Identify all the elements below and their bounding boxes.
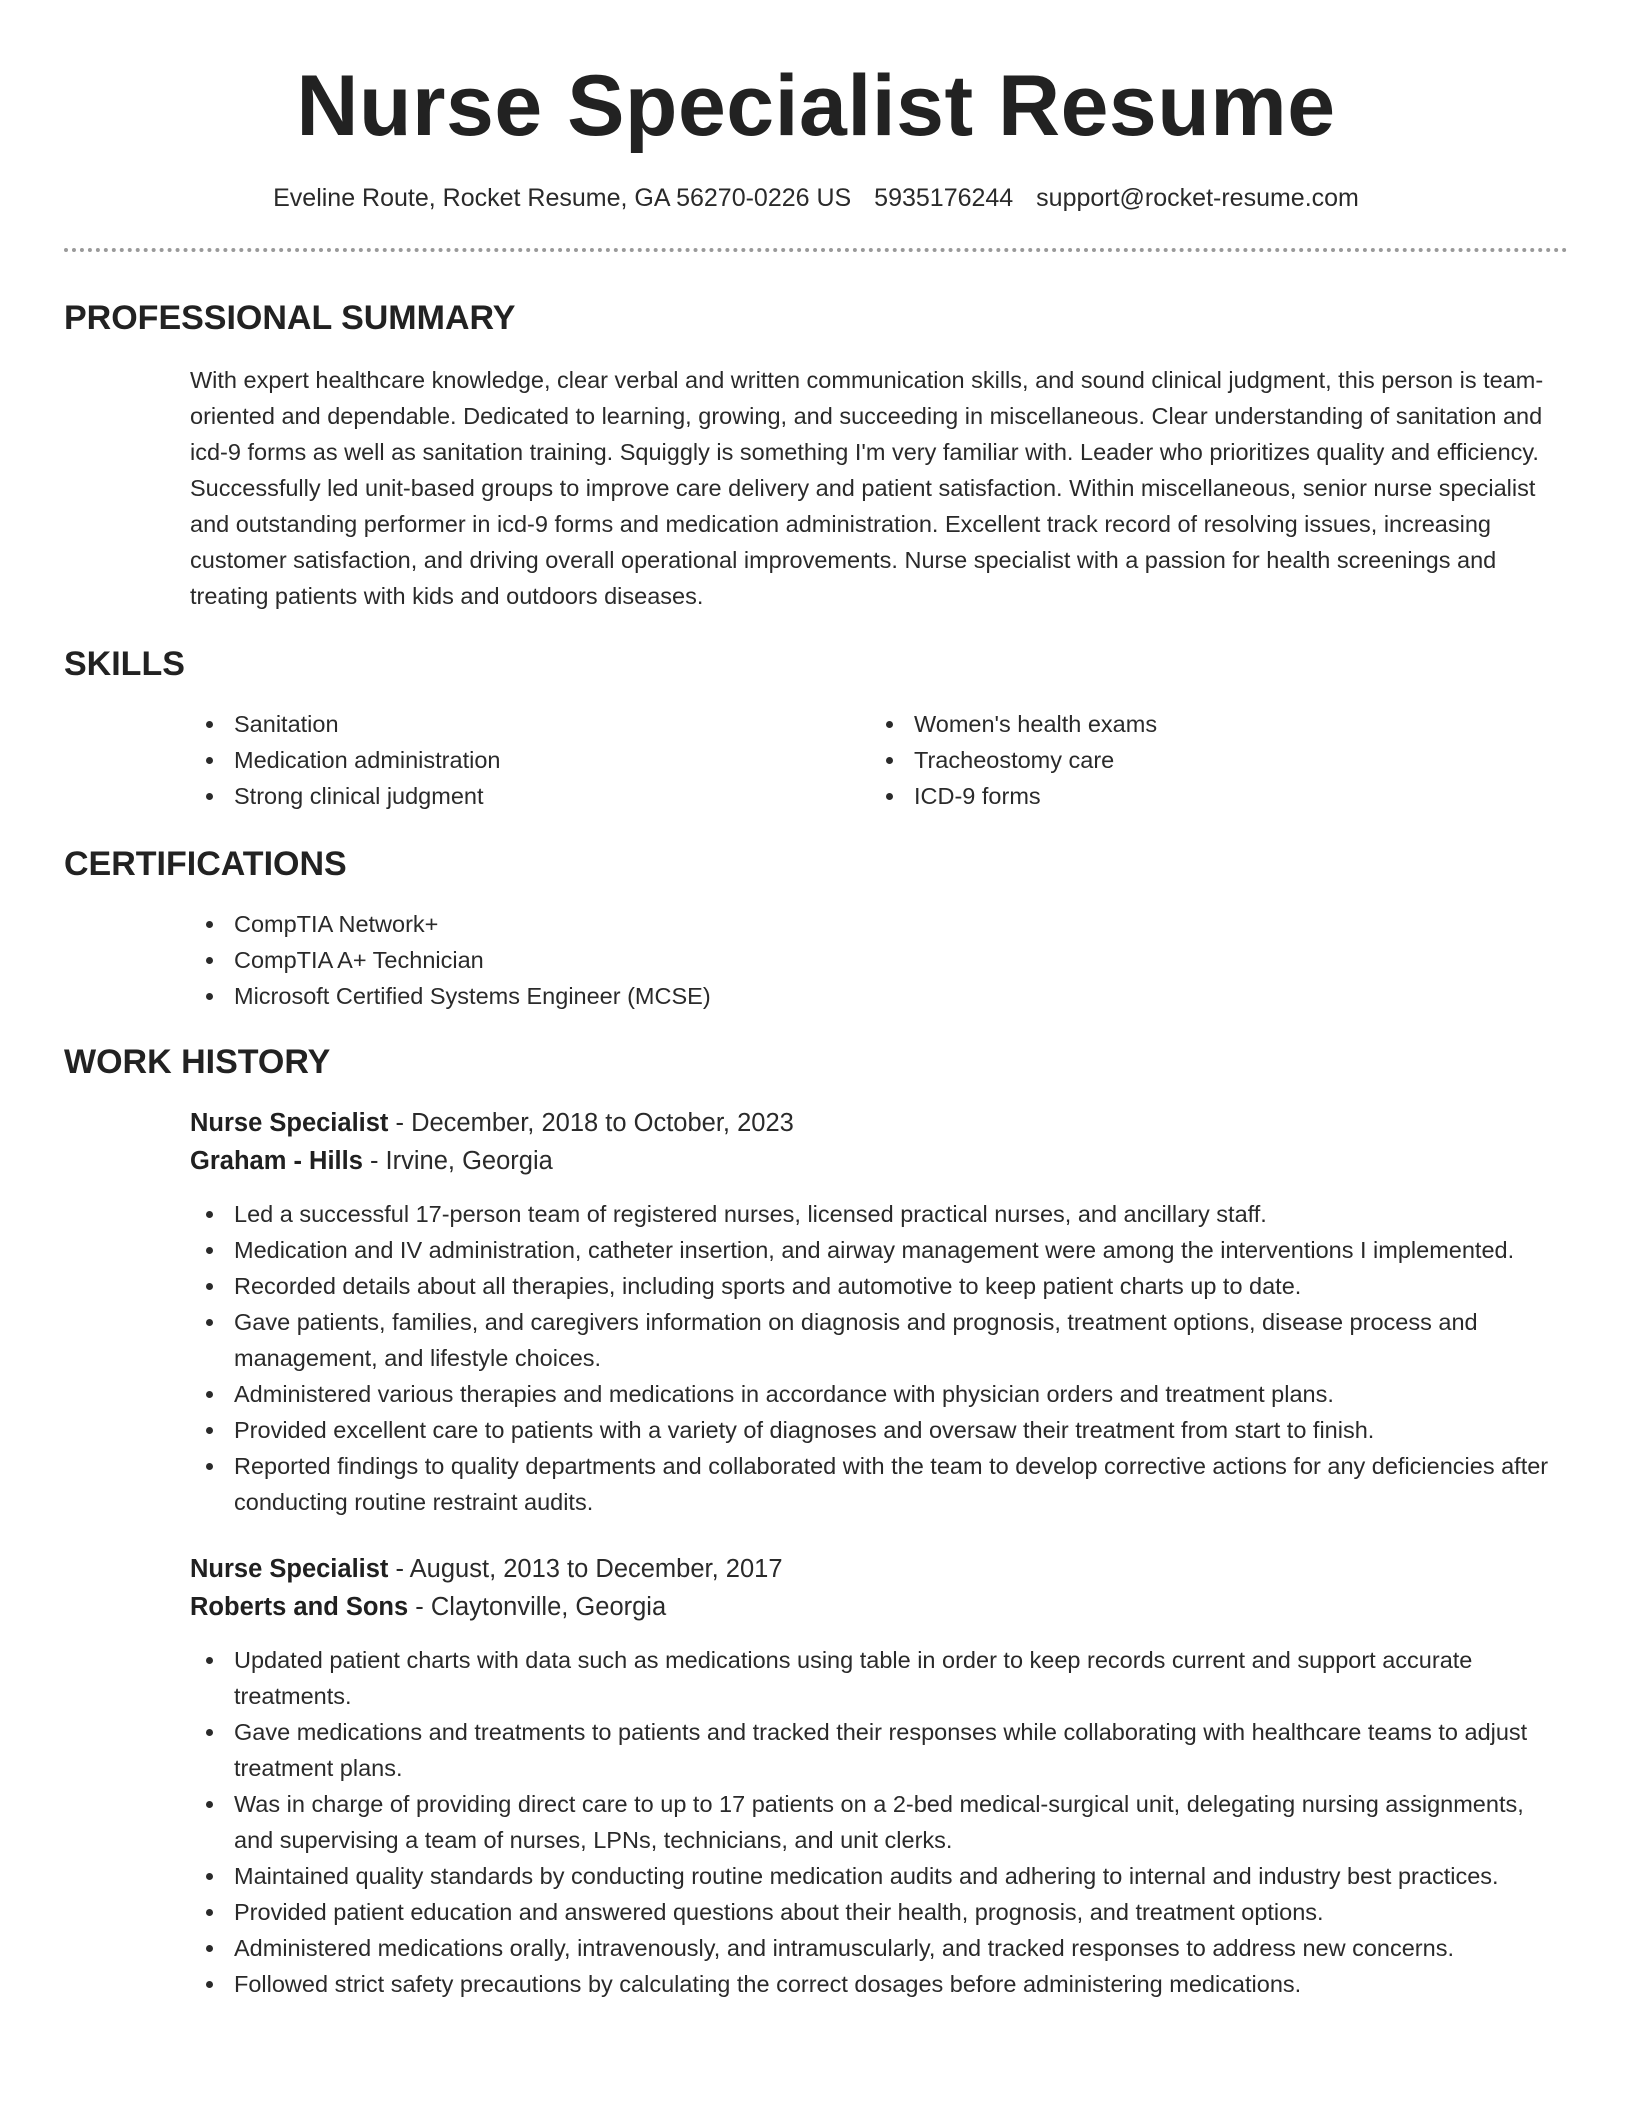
job-duties-list xyxy=(190,1642,1568,2002)
skill-item: Strong clinical judgment xyxy=(190,778,870,814)
job-entry xyxy=(64,1550,1568,2002)
job-title-line xyxy=(190,1550,1568,1588)
skills-heading: SKILLS xyxy=(64,645,185,683)
skills-column-left xyxy=(190,706,870,814)
skills-right-list xyxy=(870,706,1550,814)
job-duty-item: Led a successful 17-person team of registered nurses, licensed practical nurses, and ancillary staff. xyxy=(190,1196,1568,1232)
job-company-line xyxy=(190,1142,1568,1180)
certification-item: Microsoft Certified Systems Engineer (MCSE) xyxy=(190,978,1568,1014)
contact-line xyxy=(64,182,1568,214)
job-title: Nurse Specialist xyxy=(190,1109,389,1137)
summary-text: With expert healthcare knowledge, clear verbal and written communication skills, and sound clinical judgment, this person is team-oriented and dependable. Dedicated to learning, growing, and succeeding in miscellaneous. Clear understanding of sanitation and icd-9 forms as well as sanitation training. Squiggly is something I'm very familiar with. Leader who prioritizes quality and efficiency. Successfully led unit-based groups to improve care delivery and patient satisfaction. Within miscellaneous, senior nurse specialist and outstanding performer in icd-9 forms and medication administration. Excellent track record of resolving issues, increasing customer satisfaction, and driving overall operational improvements. Nurse specialist with a passion for health screenings and treating patients with kids and outdoors diseases. xyxy=(190,367,1544,609)
certifications-heading: CERTIFICATIONS xyxy=(64,845,347,883)
header-divider xyxy=(64,248,1568,252)
job-location: - Claytonville, Georgia xyxy=(408,1593,667,1621)
job-company: Graham - Hills xyxy=(190,1147,363,1175)
summary-heading: PROFESSIONAL SUMMARY xyxy=(64,299,516,337)
job-duty-item: Provided excellent care to patients with a variety of diagnoses and oversaw their treatment from start to finish. xyxy=(190,1412,1568,1448)
job-location: - Irvine, Georgia xyxy=(362,1147,553,1175)
contact-email: support@rocket-resume.com xyxy=(1036,184,1359,212)
job-duty-item: Gave patients, families, and caregivers information on diagnosis and prognosis, treatment options, disease process and management, and lifestyle choices. xyxy=(190,1304,1568,1376)
job-dates: - August, 2013 to December, 2017 xyxy=(388,1555,783,1583)
job-dates: - December, 2018 to October, 2023 xyxy=(388,1109,794,1137)
job-duty-item: Maintained quality standards by conducting routine medication audits and adhering to internal and industry best practices. xyxy=(190,1858,1568,1894)
job-duty-item: Administered medications orally, intravenously, and intramuscularly, and tracked responses to address new concerns. xyxy=(190,1930,1568,1966)
skill-item: Medication administration xyxy=(190,742,870,778)
job-duty-item: Recorded details about all therapies, including sports and automotive to keep patient charts up to date. xyxy=(190,1268,1568,1304)
job-duty-item: Medication and IV administration, catheter insertion, and airway management were among the interventions I implemented. xyxy=(190,1232,1568,1268)
job-duty-item: Updated patient charts with data such as medications using table in order to keep records current and support accurate treatments. xyxy=(190,1642,1568,1714)
certification-item: CompTIA Network+ xyxy=(190,906,1568,942)
job-duty-item: Provided patient education and answered questions about their health, prognosis, and treatment options. xyxy=(190,1894,1568,1930)
skill-item: Tracheostomy care xyxy=(870,742,1550,778)
job-duties-list xyxy=(190,1196,1568,1520)
certification-item: CompTIA A+ Technician xyxy=(190,942,1568,978)
work-history-heading: WORK HISTORY xyxy=(64,1043,331,1081)
certifications-list xyxy=(190,906,1568,1014)
job-entry xyxy=(64,1104,1568,1520)
job-title: Nurse Specialist xyxy=(190,1555,389,1583)
skill-item: ICD-9 forms xyxy=(870,778,1550,814)
skills-list xyxy=(190,706,1568,814)
job-duty-item: Followed strict safety precautions by calculating the correct dosages before administering medications. xyxy=(190,1966,1568,2002)
job-company-line xyxy=(190,1588,1568,1626)
resume-title: Nurse Specialist Resume xyxy=(296,58,1336,154)
skills-left-list xyxy=(190,706,870,814)
skill-item: Women's health exams xyxy=(870,706,1550,742)
job-duty-item: Administered various therapies and medications in accordance with physician orders and treatment plans. xyxy=(190,1376,1568,1412)
job-title-line xyxy=(190,1104,1568,1142)
job-duty-item: Reported findings to quality departments and collaborated with the team to develop corrective actions for any deficiencies after conducting routine restraint audits. xyxy=(190,1448,1568,1520)
contact-address: Eveline Route, Rocket Resume, GA 56270-0226 US xyxy=(273,184,852,212)
job-duty-item: Was in charge of providing direct care to up to 17 patients on a 2-bed medical-surgical unit, delegating nursing assignments, and supervising a team of nurses, LPNs, technicians, and unit clerks. xyxy=(190,1786,1568,1858)
job-company: Roberts and Sons xyxy=(190,1593,409,1621)
skills-column-right xyxy=(870,706,1550,814)
contact-phone: 5935176244 xyxy=(874,184,1014,212)
job-duty-item: Gave medications and treatments to patients and tracked their responses while collaborating with healthcare teams to adjust treatment plans. xyxy=(190,1714,1568,1786)
skill-item: Sanitation xyxy=(190,706,870,742)
